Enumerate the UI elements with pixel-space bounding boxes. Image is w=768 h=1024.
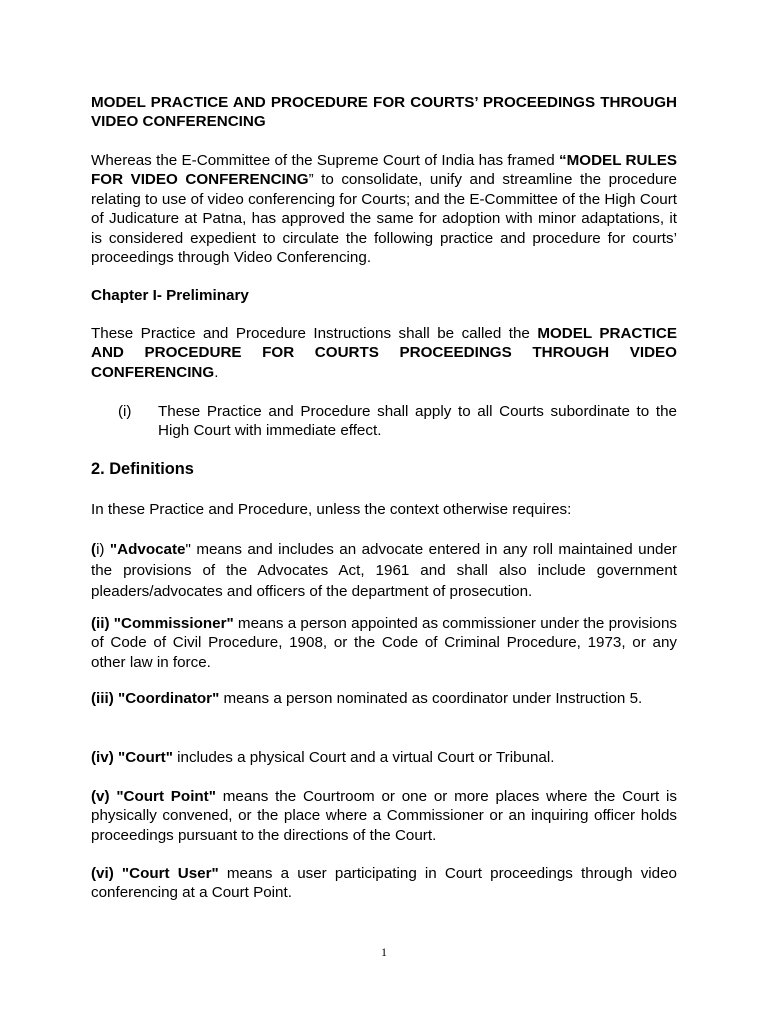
definitions-intro-text: In these Practice and Procedure, unless the context otherwise requires:: [91, 501, 572, 518]
definition-commissioner: [91, 614, 677, 672]
application-clause-marker: (i): [118, 403, 132, 420]
intro-text-post: ” to consolidate, unify and streamline the procedure relating to use of video conferencing for Courts; and the E-Committee of the High Court of Judicature at Patna, has approved the same for adoption with minor adaptations, it is considered expedient to circulate the following practice and procedure for courts’ proceedings through Video Conferencing.: [91, 171, 677, 267]
definition-label: (v) "Court Point": [91, 788, 216, 805]
chapter-heading: [91, 286, 677, 305]
chapter-heading-text: Chapter I- Preliminary: [91, 287, 249, 304]
application-clause-text: These Practice and Procedure shall apply to all Courts subordinate to the High Court with immediate effect.: [158, 403, 677, 440]
definition-term: "Advocate: [109, 541, 186, 558]
document-title: [91, 93, 677, 132]
definition-text: means a user participating in Court proceedings through video conferencing at a Court Point.: [91, 865, 677, 902]
definition-text: means the Courtroom or one or more places where the Court is physically convened, or the place where a Commissioner or an inquiring officer holds proceedings pursuant to the directions of the Court.: [91, 788, 677, 844]
definition-text: means and includes an advocate entered in any roll maintained under the provisions of the Advocates Act, 1961 and shall also include government pleaders/advocates and officers of the department of prosecution.: [91, 541, 677, 600]
definitions-intro: [91, 500, 677, 519]
intro-rules-title: “MODEL RULES FOR VIDEO CONFERENCING: [91, 152, 677, 189]
page-number: 1: [381, 945, 387, 959]
definition-marker-open: (: [91, 541, 97, 558]
naming-paragraph: [91, 324, 677, 382]
definition-label: (ii) "Commissioner": [91, 615, 234, 632]
definition-text: means a person appointed as commissioner under the provisions of Code of Civil Procedure, 1908, or the Code of Criminal Procedure, 1973, or any other law in force.: [91, 615, 677, 671]
definition-label: (iii) "Coordinator": [91, 690, 220, 707]
definition-court-user: [91, 864, 677, 903]
naming-instructions-title: MODEL PRACTICE AND PROCEDURE FOR COURTS PROCEEDINGS THROUGH VIDEO CONFERENCING: [91, 325, 677, 381]
intro-paragraph: [91, 151, 677, 267]
definition-label: (vi) "Court User": [91, 865, 219, 882]
definitions-heading-text: 2. Definitions: [91, 460, 194, 478]
application-clause: [118, 402, 677, 441]
definition-text: includes a physical Court and a virtual Court or Tribunal.: [172, 749, 555, 766]
definition-court: [91, 748, 677, 767]
definition-text: means a person nominated as coordinator under Instruction 5.: [219, 690, 643, 707]
definition-advocate: [91, 539, 677, 602]
definition-marker: i): [96, 541, 110, 558]
definition-court-point: [91, 787, 677, 845]
naming-text-pre: These Practice and Procedure Instructions shall be called the: [91, 325, 538, 342]
definition-coordinator: [91, 689, 677, 708]
definition-term-quote: ": [185, 541, 191, 558]
naming-text-post: .: [214, 363, 219, 381]
document-title-text: MODEL PRACTICE AND PROCEDURE FOR COURTS’ PROCEEDINGS THROUGH VIDEO CONFERENCING: [91, 94, 677, 131]
definition-label: (iv) "Court": [91, 749, 173, 766]
intro-text-pre: Whereas the E-Committee of the Supreme Court of India has framed: [91, 152, 560, 169]
definitions-heading: [91, 459, 677, 479]
